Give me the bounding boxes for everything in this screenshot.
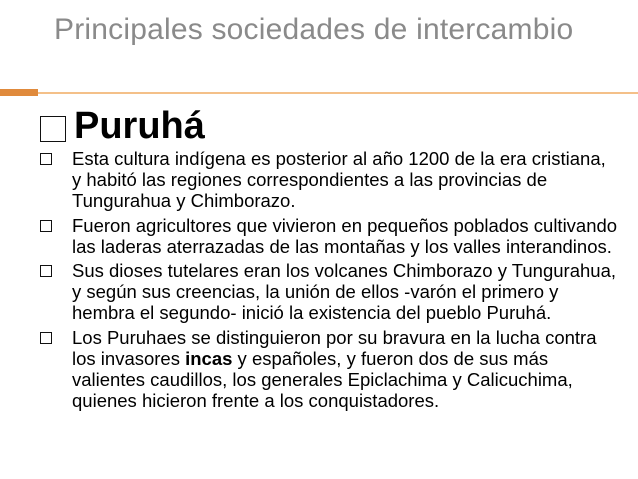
title-divider-accent xyxy=(0,89,38,96)
bullet-text-end: y españoles, y fueron dos de sus más valientes caudillos, los generales Epiclachima y Calicuchima, quienes hicieron frente a los conquistadores. xyxy=(72,347,573,412)
bullet-text: Esta cultura indígena es posterior al año 1200 de la era cristiana, y habitó las regiones correspondientes a las provincias de Tungurahua y Chimborazo. xyxy=(72,148,606,212)
checkbox-bullet-icon xyxy=(40,265,52,277)
bullet-item xyxy=(38,148,618,212)
bullet-item xyxy=(38,260,618,324)
checkbox-bullet-icon xyxy=(40,116,66,142)
slide-title: Principales sociedades de intercambio xyxy=(54,13,574,46)
bullet-list xyxy=(38,148,618,414)
bullet-text-emphasis: incas xyxy=(185,347,233,369)
checkbox-bullet-icon xyxy=(40,153,52,165)
bullet-text-start: Los Puruhaes se distinguieron por su bravura en la lucha contra los invasores xyxy=(72,326,597,369)
section-heading-text: Puruhá xyxy=(74,105,205,147)
bullet-item xyxy=(38,327,618,412)
section-heading xyxy=(40,104,205,148)
checkbox-bullet-icon xyxy=(40,220,52,232)
bullet-text: Fueron agricultores que vivieron en pequeños poblados cultivando las laderas aterrazadas de las montañas y los valles interandinos. xyxy=(72,214,618,257)
title-divider xyxy=(38,92,638,94)
bullet-text: Sus dioses tutelares eran los volcanes Chimborazo y Tungurahua, y según sus creencias, la unión de ellos -varón el primero y hembra el segundo- inició la existencia del pueblo Puruhá. xyxy=(72,260,616,324)
checkbox-bullet-icon xyxy=(40,332,52,344)
bullet-item xyxy=(38,215,618,257)
